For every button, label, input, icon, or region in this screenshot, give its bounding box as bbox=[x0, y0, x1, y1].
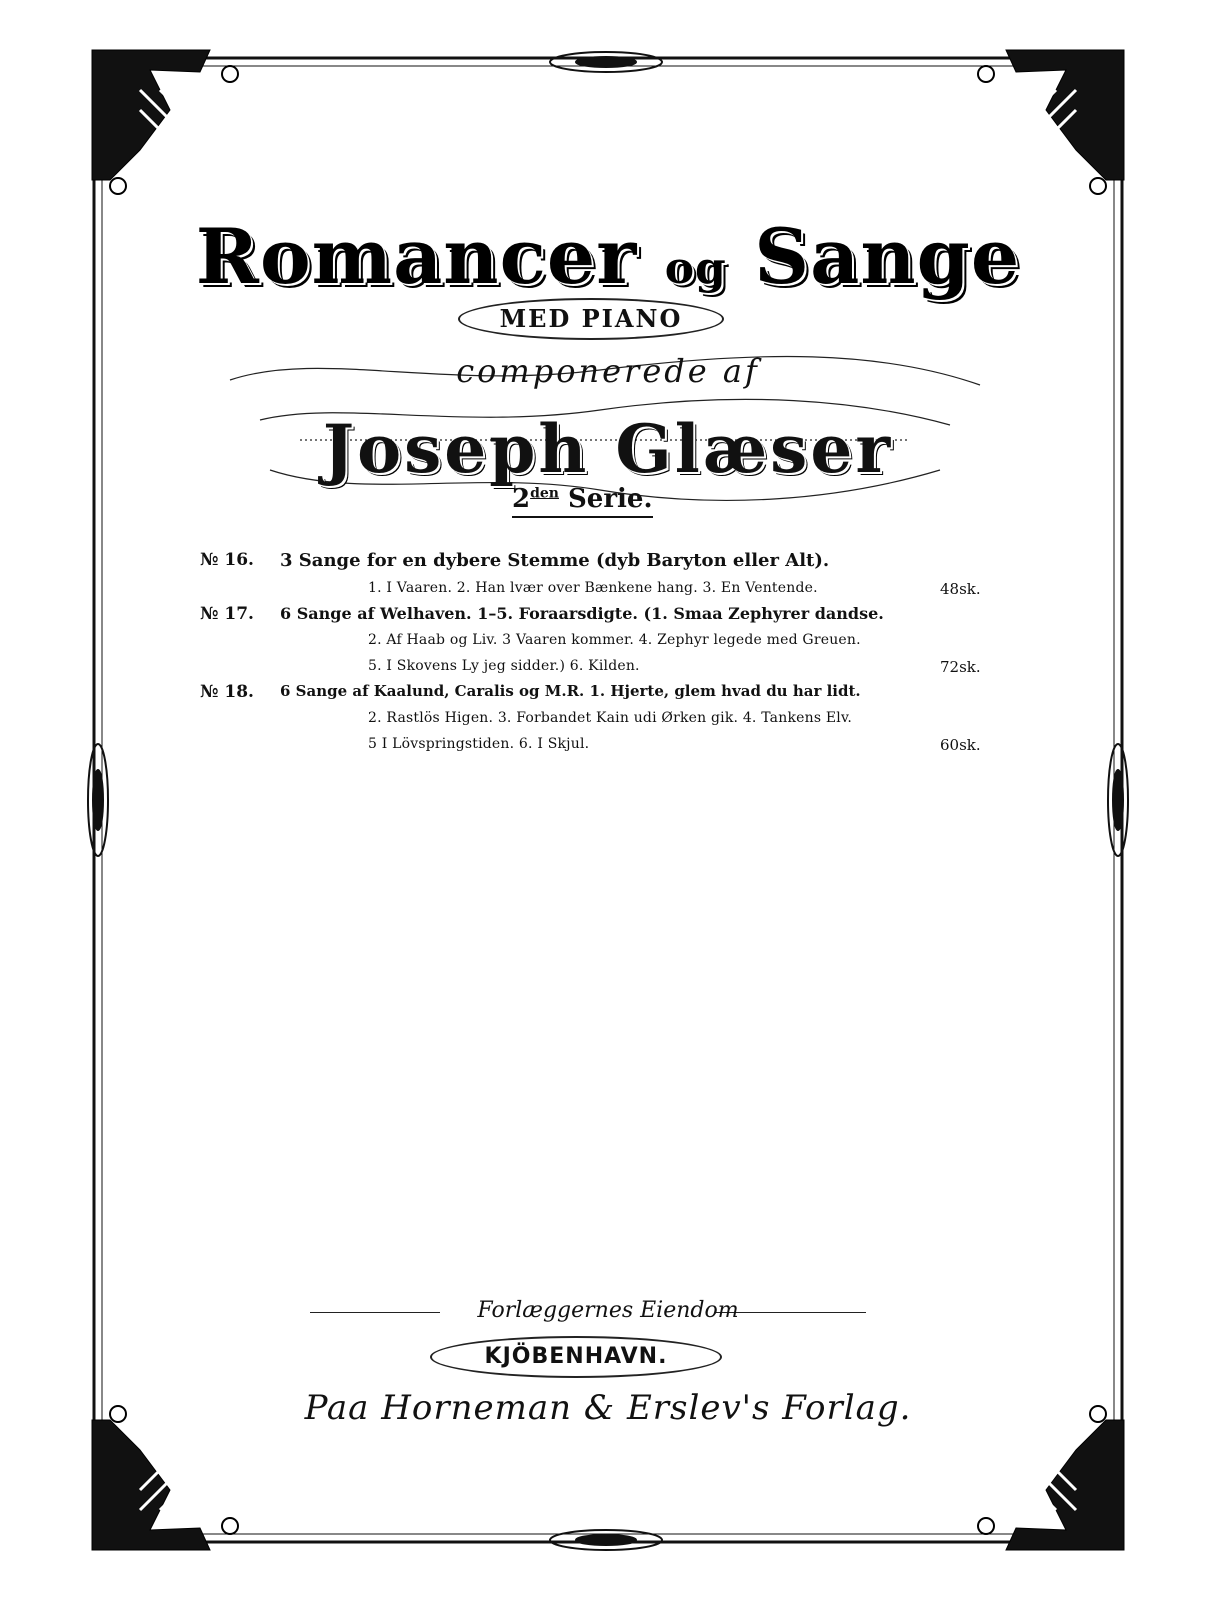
work-number: № 17. bbox=[200, 604, 254, 624]
work-price: 48sk. bbox=[940, 580, 981, 598]
series-suffix: den bbox=[530, 485, 559, 502]
subtitle-oval: MED PIANO bbox=[458, 298, 724, 340]
work-heading: 6 Sange af Kaalund, Caralis og M.R. 1. Hjerte, glem hvad du har lidt. bbox=[280, 682, 861, 700]
work-line: 2. Rastlös Higen. 3. Forbandet Kain udi Ørken gik. 4. Tankens Elv. bbox=[368, 710, 853, 726]
composer-name: Joseph Glæser bbox=[322, 410, 894, 488]
title-word-romancer: Romancer bbox=[195, 212, 638, 301]
work-number: № 16. bbox=[200, 550, 254, 570]
series-label bbox=[512, 484, 653, 518]
edge-ornament-right bbox=[1108, 744, 1128, 856]
work-line: 1. I Vaaren. 2. Han lvær over Bænkene hang. 3. En Ventende. bbox=[368, 580, 818, 596]
work-line: 2. Af Haab og Liv. 3 Vaaren kommer. 4. Zephyr legede med Greuen. bbox=[368, 632, 861, 648]
work-line: 5. I Skovens Ly jeg sidder.) 6. Kilden. bbox=[368, 658, 640, 674]
edge-ornament-left bbox=[88, 744, 108, 856]
corner-ornament-top-right bbox=[978, 50, 1124, 194]
publisher-label: Paa Horneman & Erslev's Forlag. bbox=[304, 1388, 912, 1428]
composed-by-label: componerede af bbox=[456, 352, 760, 390]
city-oval: KJÖBENHAVN. bbox=[430, 1336, 722, 1378]
work-price: 72sk. bbox=[940, 658, 981, 676]
series-ordinal: 2 bbox=[512, 484, 531, 514]
work-heading: 3 Sange for en dybere Stemme (dyb Baryton eller Alt). bbox=[280, 550, 830, 571]
title-word-sange: Sange bbox=[754, 212, 1021, 301]
series-word: Serie. bbox=[568, 484, 653, 514]
edge-ornament-top bbox=[550, 52, 662, 72]
title-word-og: og bbox=[664, 243, 727, 294]
work-line: 5 I Lövspringstiden. 6. I Skjul. bbox=[368, 736, 590, 752]
page-title bbox=[0, 212, 1216, 301]
work-heading: 6 Sange af Welhaven. 1–5. Foraarsdigte. (1. Smaa Zephyrer dandse. bbox=[280, 604, 884, 623]
corner-ornament-top-left bbox=[92, 50, 238, 194]
edge-ornament-bottom bbox=[550, 1530, 662, 1550]
owner-label: Forlæggernes Eiendom bbox=[477, 1298, 739, 1323]
work-number: № 18. bbox=[200, 682, 254, 702]
work-price: 60sk. bbox=[940, 736, 981, 754]
